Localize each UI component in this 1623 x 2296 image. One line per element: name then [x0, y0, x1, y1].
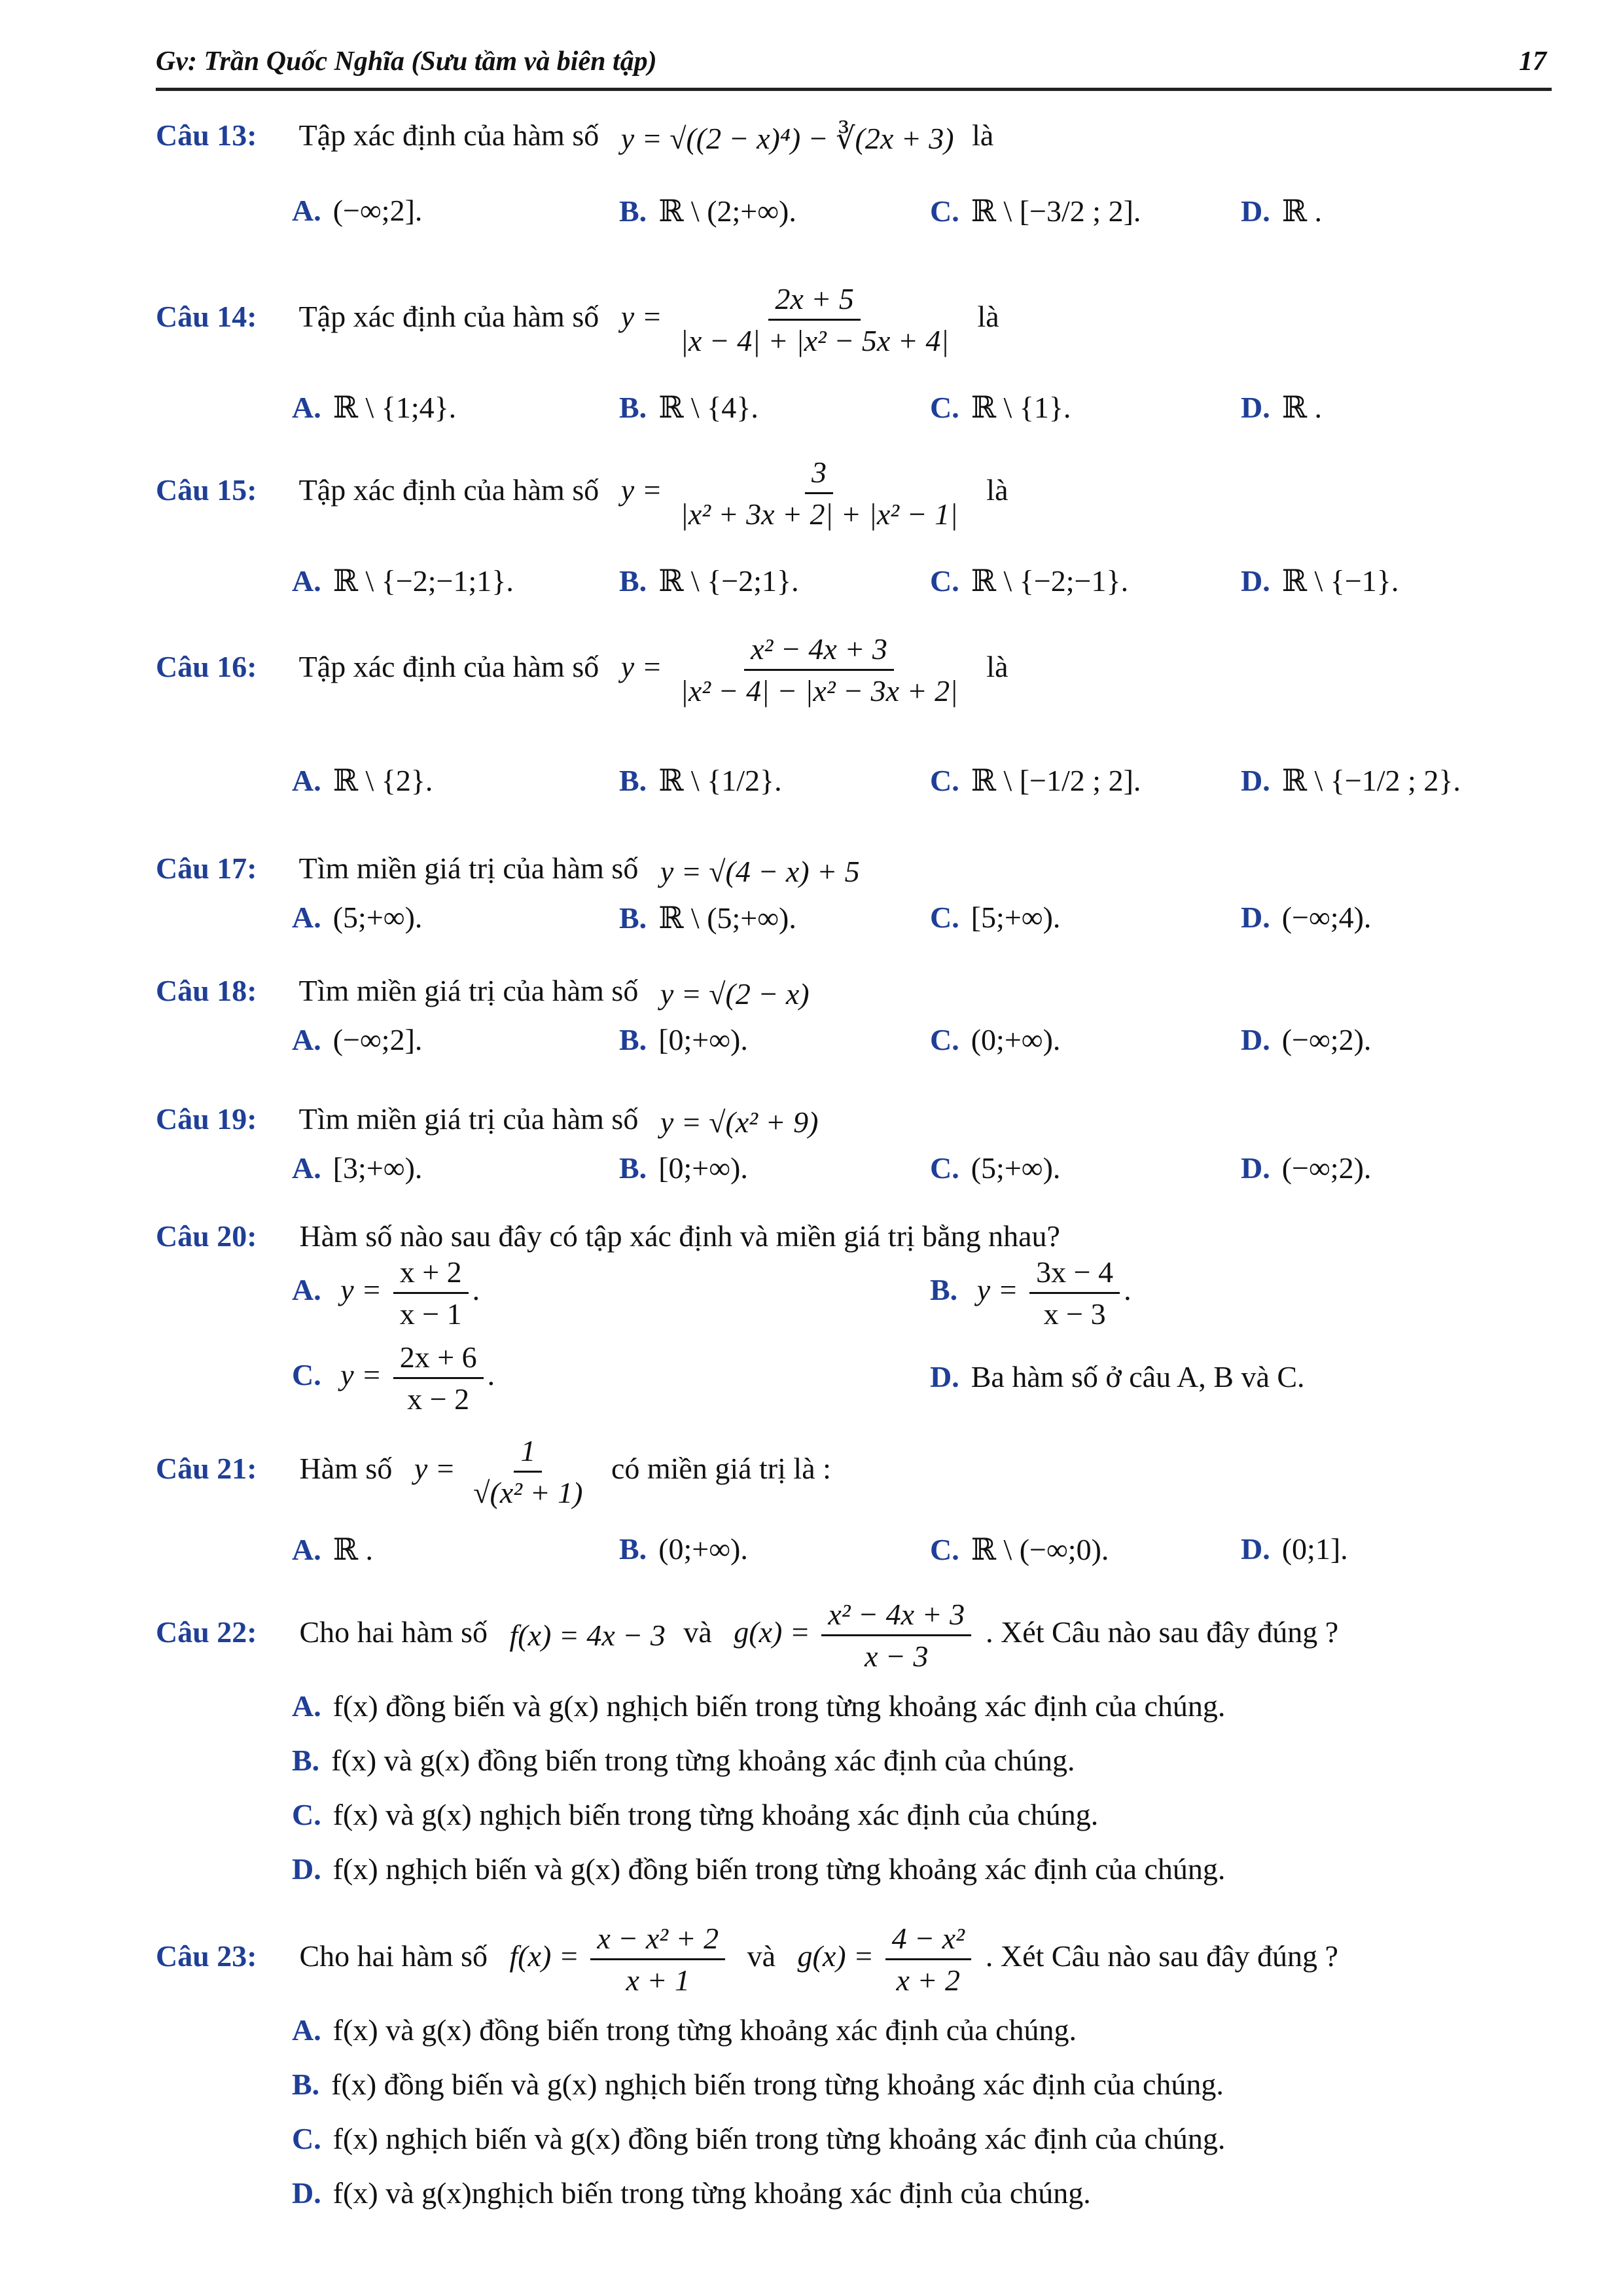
option-b[interactable]: B. ℝ \ (5;+∞). [619, 901, 796, 935]
option-c[interactable]: C. [5;+∞). [930, 901, 1061, 934]
f-definition: f(x) = $\frac{\text{x − x² + 2}}{x + 1}$ [509, 1921, 729, 1998]
question-label: Câu 20: [156, 1219, 257, 1253]
question-label: Câu 19: [156, 1102, 257, 1136]
option-c[interactable]: C. ℝ \ [−3/2 ; 2]. [930, 194, 1141, 228]
option-a[interactable]: A. y = $\frac{x + 2}{x - 1}$ . [292, 1255, 480, 1331]
option-a[interactable]: A. f(x) và g(x) đồng biến trong từng khoảng xác định của chúng. [292, 2013, 1077, 2047]
function-formula: y = $\frac{\text{x² − 4x + 3}}{\text{|x² − 4| − |x² − 3x + 2|}}$ [621, 632, 969, 708]
option-c[interactable]: C. ℝ \ {1}. [930, 391, 1071, 424]
fraction: $\frac{x + 2}{x - 1}$ [393, 1255, 469, 1331]
question-suffix: là [986, 650, 1008, 684]
question-label: Câu 14: [156, 300, 257, 334]
option-b[interactable]: B. y = $\frac{3x - 4}{x - 3}$ . [930, 1255, 1132, 1331]
question-text: Tập xác định của hàm số [298, 300, 599, 334]
fraction: $\frac{3}{\text{|x² + 3x + 2| + |x² − 1|}}$ [680, 456, 958, 531]
option-c[interactable]: C. (5;+∞). [930, 1151, 1061, 1185]
conjunction: và [747, 1939, 776, 1973]
question-suffix: . Xét Câu nào sau đây đúng ? [986, 1615, 1339, 1649]
question-suffix: là [986, 473, 1008, 507]
option-a[interactable]: A. ℝ \ {1;4}. [292, 391, 457, 424]
fraction: $\frac{\text{4 − x²}}{x + 2}$ [885, 1921, 971, 1998]
g-definition: g(x) = $\frac{\text{x² − 4x + 3}}{x - 3}$ [734, 1597, 975, 1674]
option-a[interactable]: A. ℝ . [292, 1533, 373, 1566]
option-a[interactable]: A. f(x) đồng biến và g(x) nghịch biến trong từng khoảng xác định của chúng. [292, 1689, 1226, 1723]
fraction: $\frac{2x + 5}{\text{|x − 4| + |x² − 5x + 4|}}$ [680, 282, 949, 357]
question-suffix: có miền giá trị là : [611, 1452, 831, 1486]
option-b[interactable]: B. ℝ \ {1/2}. [619, 764, 782, 797]
option-b[interactable]: B. ℝ \ {4}. [619, 391, 758, 424]
g-definition: g(x) = $\frac{\text{4 − x²}}{x + 2}$ [798, 1921, 975, 1998]
option-c[interactable]: C. ℝ \ (−∞;0). [930, 1533, 1109, 1566]
question-suffix: . Xét Câu nào sau đây đúng ? [985, 1939, 1338, 1973]
option-c[interactable]: C. ℝ \ [−1/2 ; 2]. [930, 764, 1141, 797]
question-label: Câu 23: [156, 1939, 257, 1973]
option-d[interactable]: D. ℝ . [1241, 194, 1322, 228]
f-definition: f(x) = 4x − 3 [509, 1619, 666, 1652]
option-d[interactable]: D. Ba hàm số ở câu A, B và C. [930, 1360, 1305, 1393]
fraction: $\frac{\text{x − x² + 2}}{x + 1}$ [590, 1921, 725, 1998]
option-a[interactable]: A. (5;+∞). [292, 901, 423, 934]
option-b[interactable]: B. f(x) đồng biến và g(x) nghịch biến trong từng khoảng xác định của chúng. [292, 2068, 1224, 2101]
page-header [156, 42, 1552, 91]
function-formula: y = √(x² + 9) [660, 1105, 819, 1139]
option-d[interactable]: D. (0;1]. [1241, 1532, 1348, 1566]
fraction: $\frac{\text{x² − 4x + 3}}{x - 3}$ [821, 1597, 971, 1674]
question-label: Câu 17: [156, 852, 257, 885]
question-text: Cho hai hàm số [299, 1939, 488, 1973]
question-text: Hàm số [299, 1452, 393, 1486]
question-text: Tập xác định của hàm số [298, 473, 599, 507]
fraction: $\frac{3x - 4}{x - 3}$ [1029, 1255, 1120, 1331]
page-number: 17 [1519, 46, 1546, 77]
option-c[interactable]: C. y = $\frac{2x + 6}{x - 2}$ . [292, 1340, 495, 1416]
option-c[interactable]: C. (0;+∞). [930, 1023, 1061, 1056]
question-label: Câu 16: [156, 650, 257, 684]
option-b[interactable]: B. (0;+∞). [619, 1532, 748, 1566]
fraction: $\frac{\text{x² − 4x + 3}}{\text{|x² − 4| − |x² − 3x + 2|}}$ [680, 632, 958, 708]
question-text: Hàm số nào sau đây có tập xác định và miền giá trị bằng nhau? [299, 1219, 1060, 1253]
option-b[interactable]: B. [0;+∞). [619, 1151, 748, 1185]
option-a[interactable]: A. ℝ \ {−2;−1;1}. [292, 564, 514, 598]
option-a[interactable]: A. (−∞;2]. [292, 1023, 423, 1056]
question-text: Tìm miền giá trị của hàm số [298, 1102, 639, 1136]
function-formula: y = $\frac{1}{\text{√(x² + 1)}}$ [414, 1433, 594, 1510]
conjunction: và [683, 1615, 712, 1649]
option-d[interactable]: D. (−∞;2). [1241, 1151, 1372, 1185]
option-d[interactable]: D. f(x) và g(x)nghịch biến trong từng khoảng xác định của chúng. [292, 2176, 1091, 2210]
option-d[interactable]: D. (−∞;4). [1241, 901, 1372, 934]
question-text: Tập xác định của hàm số [298, 118, 599, 152]
option-b[interactable]: B. [0;+∞). [619, 1023, 748, 1056]
question-label: Câu 18: [156, 974, 257, 1007]
fraction: $\frac{2x + 6}{x - 2}$ [393, 1340, 484, 1416]
option-b[interactable]: B. f(x) và g(x) đồng biến trong từng khoảng xác định của chúng. [292, 1744, 1075, 1777]
option-d[interactable]: D. (−∞;2). [1241, 1023, 1372, 1056]
option-a[interactable]: A. ℝ \ {2}. [292, 764, 433, 797]
option-a[interactable]: A. (−∞;2]. [292, 194, 423, 227]
question-suffix: là [977, 300, 999, 334]
question-label: Câu 13: [156, 118, 257, 152]
option-d[interactable]: D. ℝ . [1241, 391, 1322, 424]
question-text: Tập xác định của hàm số [298, 650, 599, 684]
question-label: Câu 15: [156, 473, 257, 507]
question-label: Câu 22: [156, 1615, 257, 1649]
function-formula: y = √(2 − x) [660, 977, 810, 1011]
function-formula: y = √((2 − x)⁴) − ∛(2x + 3) [620, 122, 954, 156]
author-credit: Gv: Trần Quốc Nghĩa (Sưu tầm và biên tập) [156, 46, 657, 77]
fraction: $\frac{1}{\text{√(x² + 1)}}$ [473, 1434, 583, 1509]
option-c[interactable]: C. ℝ \ {−2;−1}. [930, 564, 1129, 598]
function-formula: y = √(4 − x) + 5 [660, 854, 860, 888]
function-formula: y = $\frac{3}{\text{|x² + 3x + 2| + |x² − 1|}}$ [621, 455, 969, 531]
option-a[interactable]: A. [3;+∞). [292, 1151, 423, 1185]
option-b[interactable]: B. ℝ \ {−2;1}. [619, 564, 799, 598]
option-b[interactable]: B. ℝ \ (2;+∞). [619, 194, 796, 228]
function-formula: y = $\frac{2x + 5}{\text{|x − 4| + |x² − 5x + 4|}}$ [621, 281, 959, 358]
question-text: Tìm miền giá trị của hàm số [298, 974, 639, 1007]
question-text: Cho hai hàm số [299, 1615, 488, 1649]
option-d[interactable]: D. ℝ \ {−1}. [1241, 564, 1399, 598]
option-c[interactable]: C. f(x) và g(x) nghịch biến trong từng khoảng xác định của chúng. [292, 1798, 1099, 1831]
option-c[interactable]: C. f(x) nghịch biến và g(x) đồng biến trong từng khoảng xác định của chúng. [292, 2122, 1226, 2155]
question-label: Câu 21: [156, 1452, 257, 1486]
question-text: Tìm miền giá trị của hàm số [298, 852, 639, 885]
question-suffix: là [972, 118, 994, 152]
option-d[interactable]: D. ℝ \ {−1/2 ; 2}. [1241, 764, 1461, 797]
option-d[interactable]: D. f(x) nghịch biến và g(x) đồng biến trong từng khoảng xác định của chúng. [292, 1852, 1226, 1886]
